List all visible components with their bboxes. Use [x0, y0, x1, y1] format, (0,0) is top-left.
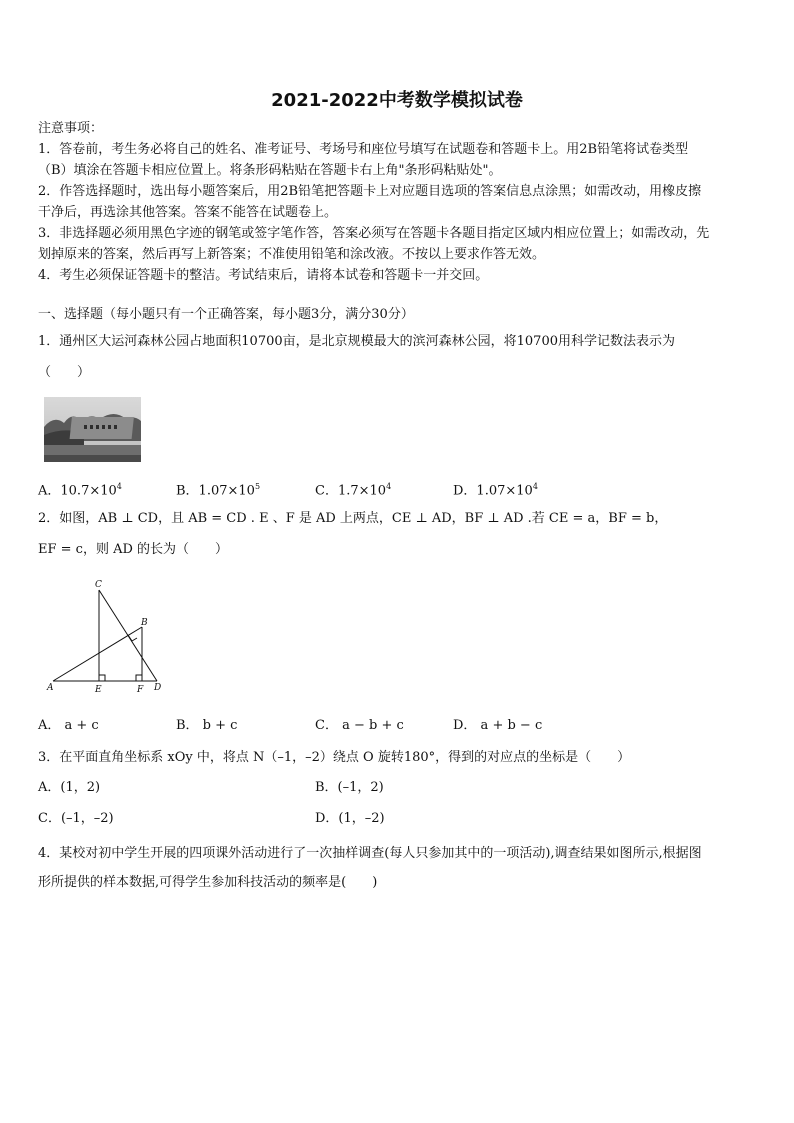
label-b: B: [141, 618, 148, 628]
q4-stem-line-2: 形所提供的样本数据,可得学生参加科技活动的频率是( ): [38, 875, 378, 890]
label-d: D: [154, 683, 162, 693]
q2-stem-line-1: 2．如图，AB ⊥ CD，且 AB = CD . E 、F 是 AD 上两点，CE ⊥ AD，BF ⊥ AD .若 CE = a，BF = b，: [38, 511, 668, 526]
q1-option-d[interactable]: D．$1.07\times 10^4$: [453, 482, 538, 499]
notes-heading: 注意事项：: [38, 121, 104, 136]
q4-stem-line-1: 4．某校对初中学生开展的四项课外活动进行了一次抽样调查(每人只参加其中的一项活动),调查结果如图所示,根据图: [38, 846, 702, 861]
q2-option-a[interactable]: A． a + c: [38, 718, 99, 733]
note-2-line-1: 2．作答选择题时，选出每小题答案后，用2B铅笔把答题卡上对应题目选项的答案信息点涂黑；如需改动，用橡皮擦: [38, 184, 702, 199]
q3-option-c[interactable]: C．(–1，–2): [38, 811, 114, 826]
park-photo: [44, 397, 141, 462]
q3-options-row-2: [38, 809, 758, 829]
q2-option-c[interactable]: C． a − b + c: [315, 718, 404, 733]
q2-geometry-diagram: [40, 578, 170, 698]
page-title: 2021-2022中考数学模拟试卷: [271, 90, 523, 111]
q3-option-b[interactable]: B．(–1，2): [315, 780, 384, 795]
q2-stem-line-2: EF = c，则 AD 的长为（ ）: [38, 542, 229, 557]
note-1-line-1: 1．答卷前，考生务必将自己的姓名、准考证号、考场号和座位号填写在试题卷和答题卡上。用2B铅笔将试卷类型: [38, 142, 689, 157]
q3-option-d[interactable]: D．(1，–2): [315, 811, 385, 826]
q3-options-row-1: [38, 778, 758, 798]
note-2-line-2: 干净后，再选涂其他答案。答案不能答在试题卷上。: [38, 205, 338, 220]
q2-option-b[interactable]: B． b + c: [176, 718, 238, 733]
q1-stem: 1．通州区大运河森林公园占地面积10700亩，是北京规模最大的滨河森林公园，将10700用科学记数法表示为: [38, 334, 675, 349]
note-3-line-1: 3．非选择题必须用黑色字迹的钢笔或签字笔作答，答案必须写在答题卡各题目指定区域内相应位置上；如需改动，先: [38, 226, 710, 241]
q1-options: [38, 477, 758, 497]
q3-stem: 3．在平面直角坐标系 xOy 中，将点 N（–1，–2）绕点 O 旋转180°，得到的对应点的坐标是（ ）: [38, 750, 631, 765]
section-heading: 一、选择题（每小题只有一个正确答案，每小题3分，满分30分）: [38, 307, 414, 322]
q1-option-c[interactable]: C．$1.7\times 10^4$: [315, 482, 392, 499]
q2-option-d[interactable]: D． a + b − c: [453, 718, 543, 733]
note-4: 4．考生必须保证答题卡的整洁。考试结束后，请将本试卷和答题卡一并交回。: [38, 268, 489, 283]
q1-option-a[interactable]: A．$10.7\times 10^4$: [38, 482, 122, 499]
note-3-line-2: 划掉原来的答案，然后再写上新答案；不准使用铅笔和涂改液。不按以上要求作答无效。: [38, 247, 546, 262]
q3-option-a[interactable]: A．(1，2): [38, 780, 101, 795]
label-e: E: [95, 685, 102, 695]
label-a: A: [47, 683, 54, 693]
note-1-line-2: （B）填涂在答题卡相应位置上。将条形码粘贴在答题卡右上角"条形码粘贴处"。: [38, 163, 502, 178]
q1-answer-paren: （ ）: [38, 365, 91, 380]
label-f: F: [137, 685, 144, 695]
q2-options: [38, 716, 758, 736]
label-c: C: [95, 580, 102, 590]
q1-option-b[interactable]: B．$1.07\times 10^5$: [176, 482, 261, 499]
